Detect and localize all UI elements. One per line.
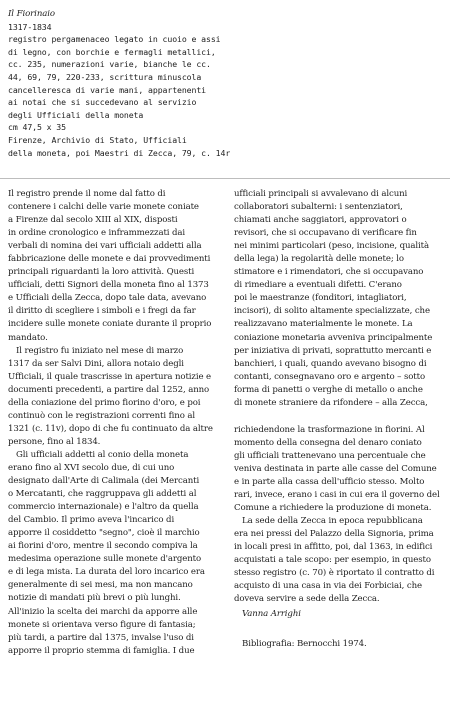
text-line: acquisto di una casa in via dei Forbiciai, che xyxy=(234,581,422,592)
caption-line: Firenze, Archivio di Stato, Ufficiali xyxy=(8,134,187,145)
text-line: Gli ufficiali addetti al conio della moneta xyxy=(16,449,189,460)
caption-line: ai notai che si succedevano al servizio xyxy=(8,97,197,108)
text-line: Il registro fu iniziato nel mese di marzo xyxy=(16,345,184,356)
text-line: continuò con le registrazioni correnti fino al xyxy=(8,410,196,421)
caption-line: di legno, con borchie e fermagli metallici, xyxy=(8,46,216,57)
text-line: ai fiorini d'oro, mentre il secondo compiva la xyxy=(8,541,198,552)
text-line: contenere i calchi delle varie monete coniate xyxy=(8,202,199,213)
text-line: notizie di mandati più brevi o più lunghi. xyxy=(8,593,181,604)
bibliography: Bibliografia: Bernocchi 1974. xyxy=(242,638,367,649)
caption-line: registro pergamenaceo legato in cuoio e assi xyxy=(8,34,221,45)
text-line: rari, invece, erano i casi in cui era il governo del xyxy=(234,490,440,501)
text-line: collaboratori subalterni: i sentenziatori, xyxy=(234,202,403,213)
text-line: doveva servire a sede della Zecca. xyxy=(234,594,380,605)
text-line: fabbricazione delle monete e dai provvedimenti xyxy=(8,254,211,265)
caption-line: 44, 69, 79, 220-233, scrittura minuscola xyxy=(8,71,202,82)
caption-line: cancelleresca di varie mani, appartenenti xyxy=(8,84,207,95)
text-line: incidere sulle monete coniate durante il proprio xyxy=(8,319,212,330)
text-line: Ufficiali, il quale trascrisse in apertura notizie e xyxy=(8,371,211,382)
text-line: stesso registro (c. 70) è riportato il contratto di xyxy=(234,568,435,579)
text-line: poi le maestranze (fonditori, intagliatori, xyxy=(234,293,407,304)
text-line: ufficiali, detti Signori della moneta fino al 1373 xyxy=(8,280,209,291)
text-line: momento della consegna del denaro coniato xyxy=(234,437,422,448)
body-column-right xyxy=(234,188,446,651)
text-line: verbali di nomina dei vari ufficiali addetti alla xyxy=(8,241,202,252)
text-line: commercio internazionale) e l'altro da quella xyxy=(8,502,199,513)
caption-line: della moneta, poi Maestri di Zecca, 79, c. 14r xyxy=(8,147,231,158)
text-line: 1321 (c. 11v), dopo di che fu continuato da altre xyxy=(8,423,213,434)
text-line: coniazione monetaria avveniva principalmente xyxy=(234,332,433,343)
text-line: ufficiali principali si avvalevano di alcuni xyxy=(234,189,408,199)
caption-title: Il Fiorinaio xyxy=(8,9,55,19)
text-line: incisori), di solito altamente specializzate, che xyxy=(234,306,430,317)
text-line: generalmente di sei mesi, ma non mancano xyxy=(8,580,193,591)
text-line: banchieri, i quali, quando avevano bisogno di xyxy=(234,358,427,369)
text-line: apporre il cosiddetto "segno", cioè il marchio xyxy=(8,528,200,539)
text-line: della lega) la regolarità delle monete; lo xyxy=(234,254,404,265)
catalog-caption xyxy=(8,8,238,159)
text-line: realizzavano materialmente le monete. La xyxy=(234,319,413,330)
text-line: a Firenze dal secolo XIII al XIX, disposti xyxy=(8,215,178,226)
text-line: del Cambio. Il primo aveva l'incarico di xyxy=(8,515,175,526)
text-line: forma di panetti o verghe di metallo o anche xyxy=(234,384,423,395)
text-line: richiedendone la trasformazione in fiorini. Al xyxy=(234,424,425,435)
text-line: e di lega mista. La durata del loro incarico era xyxy=(8,567,205,578)
text-line: più tardi, a partire dal 1375, invalse l'uso di xyxy=(8,632,194,643)
text-line: o Mercatanti, che raggruppava gli addetti al xyxy=(8,489,197,500)
text-line: All'inizio la scelta dei marchi da apporre alle xyxy=(8,606,198,617)
text-line: gli ufficiali trattenevano una percentuale che xyxy=(234,450,426,461)
text-line: stimatore e i rimendatori, che si occupavano xyxy=(234,267,424,278)
text-line: erano fino al XVI secolo due, di cui uno xyxy=(8,462,175,473)
text-line: persone, fino al 1834. xyxy=(8,436,101,447)
text-line: revisori, che si occupavano di verificare fin xyxy=(234,228,417,239)
text-line: designato dall'Arte di Calimala (dei Mercanti xyxy=(8,476,200,487)
text-line: apporre il proprio stemma di famiglia. I due xyxy=(8,645,195,656)
text-line: medesima operazione sulle monete d'argento xyxy=(8,554,202,565)
caption-line: cm 47,5 x 35 xyxy=(8,122,66,133)
text-line: Il registro prende il nome dal fatto di xyxy=(8,189,166,199)
text-line: Comune a richiedere la produzione di moneta. xyxy=(234,503,432,514)
text-line: acquistati a tale scopo: per esempio, in questo xyxy=(234,555,431,566)
caption-line: degli Ufficiali della moneta xyxy=(8,109,144,120)
text-line: documenti precedenti, a partire dal 1252, anno xyxy=(8,384,210,395)
text-line: in locali presi in affitto, poi, dal 1363, in edifici xyxy=(234,542,433,553)
text-line: della coniazione del primo fiorino d'oro, e poi xyxy=(8,397,201,408)
text-line: per iniziativa di privati, soprattutto mercanti e xyxy=(234,345,432,356)
caption-line: cc. 235, numerazioni varie, bianche le cc. xyxy=(8,59,211,70)
text-line: il diritto di scegliere i simboli e i fregi da far xyxy=(8,306,196,317)
text-line: contanti, consegnavano oro e argento – sotto xyxy=(234,371,426,382)
text-line: e Ufficiali della Zecca, dopo tale data, avevano xyxy=(8,293,207,304)
text-line: era nei pressi del Palazzo della Signoria, prima xyxy=(234,529,434,540)
text-line: di rimediare a eventuali difetti. C'erano xyxy=(234,280,402,291)
caption-line: 1317-1834 xyxy=(8,21,52,32)
text-line: nei minimi particolari (peso, incisione, qualità xyxy=(234,241,430,252)
section-divider xyxy=(0,178,450,179)
text-line: principali riguardanti la loro attività. Questi xyxy=(8,267,195,278)
text-line: di monete straniere da rifondere – alla Zecca, xyxy=(234,397,428,408)
text-line: e in parte alla cassa dell'ufficio stesso. Molto xyxy=(234,476,425,487)
text-line: in ordine cronologico e inframmezzati dai xyxy=(8,228,186,239)
text-line: mandato. xyxy=(8,332,48,343)
text-line: chiamati anche saggiatori, approvatori o xyxy=(234,215,407,226)
text-line: 1317 da ser Salvi Dini, allora notaio degli xyxy=(8,358,184,369)
author-signature: Vanna Arrighi xyxy=(242,609,301,620)
body-column-left xyxy=(8,188,220,658)
column-gap xyxy=(234,410,446,424)
text-line: La sede della Zecca in epoca repubblicana xyxy=(242,516,423,527)
text-line: veniva destinata in parte alle casse del Comune xyxy=(234,463,437,474)
text-line: monete si orientava verso figure di fantasia; xyxy=(8,619,196,630)
